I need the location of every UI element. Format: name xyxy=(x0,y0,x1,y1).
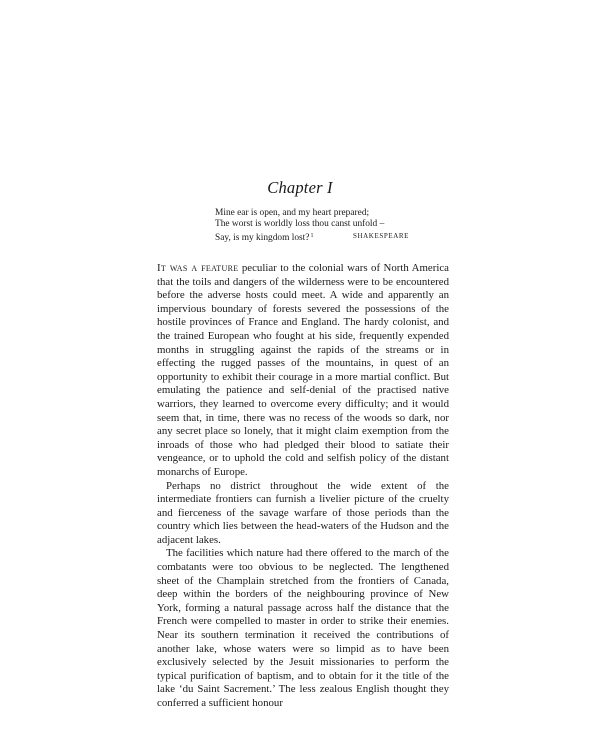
chapter-title: Chapter I xyxy=(267,178,333,197)
epigraph-line: The worst is worldly loss thou canst unfold – xyxy=(215,219,385,230)
epigraph xyxy=(215,208,411,244)
paragraph-3: The facilities which nature had there offered to the march of the combatants were too obvious to be neglected. The lengthened sheet of the Champlain stretched from the frontiers of Canada, deep within the borders of the neighbouring province of New York, forming a natural passage across half the distance that the French were compelled to master in order to strike their enemies. Near its southern termination it received the contributions of another lake, whose waters were so limpid as to have been exclusively selected by the Jesuit missionaries to perform the typical purification of baptism, and to obtain for it the title of the lake ‘du Saint Sacrement.’ The less zealous English thought they conferred a sufficient honour xyxy=(157,547,449,709)
epigraph-line: Mine ear is open, and my heart prepared; xyxy=(215,208,370,218)
paragraph-1-text: peculiar to the colonial wars of North America that the toils and dangers of the wilderness were to be encountered before the adverse hosts could meet. A wide and apparently an impervious boundary of forests severed the possessions of the hostile provinces of France and England. The hardy colonist, and the trained European who fought at his side, frequently expended months in struggling against the rapids of the streams or in effecting the rugged passes of the mountains, in quest of an opportunity to exhibit their courage in a more martial conflict. But emulating the patience and self-denial of the practised native warriors, they learned to overcome every difficulty; and it would seem that, in time, there was no recess of the woods so dark, nor any secret place so lonely, that it might claim exemption from the inroads of those who had pledged their blood to satiate their vengeance, or to uphold the cold and selfish policy of the distant monarchs of Europe. xyxy=(157,262,449,478)
paragraph-2: Perhaps no district throughout the wide extent of the intermediate frontiers can furnish a livelier picture of the cruelty and fierceness of the savage warfare of those periods than the country which lies between the head-waters of the Hudson and the adjacent lakes. xyxy=(157,479,449,546)
footnote-marker[interactable]: 1 xyxy=(310,232,314,239)
epigraph-line-text: Say, is my kingdom lost? xyxy=(215,232,310,243)
chapter-body xyxy=(157,262,449,711)
lead-small-caps: It was a feature xyxy=(157,262,239,274)
paragraph-1 xyxy=(157,262,449,480)
epigraph-attribution: SHAKESPEARE xyxy=(353,231,409,240)
